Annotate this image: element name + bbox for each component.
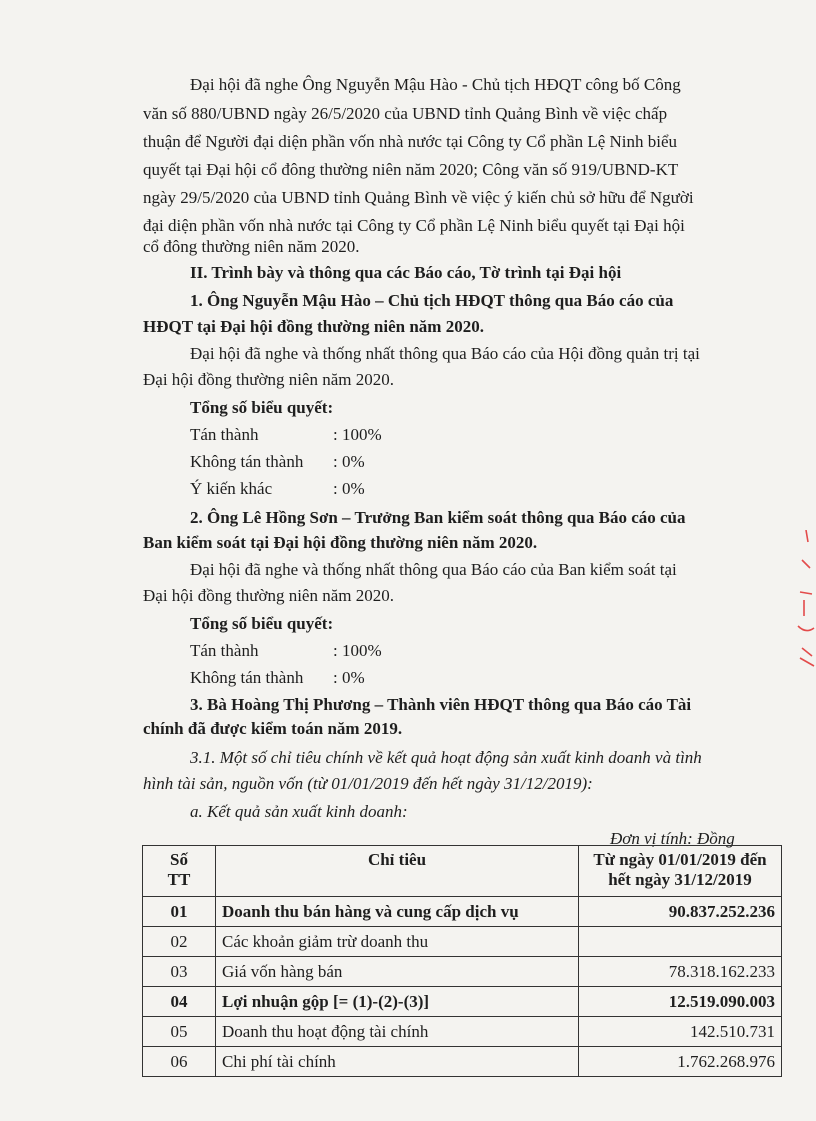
para1-line-3: thuận để Người đại diện phần vốn nhà nước tại Công ty Cổ phần Lệ Ninh biểu: [143, 132, 678, 151]
subsection-a: a. Kết quả sản xuất kinh doanh:: [190, 802, 408, 821]
row-value: 78.318.162.233: [579, 957, 782, 987]
item1-body-line-1: Đại hội đã nghe và thống nhất thông qua Báo cáo của Hội đồng quản trị tại: [190, 344, 700, 363]
row-item: Doanh thu bán hàng và cung cấp dịch vụ: [216, 897, 579, 927]
row-value: 90.837.252.236: [579, 897, 782, 927]
para1-line-6: đại diện phần vốn nhà nước tại Công ty Cổ phần Lệ Ninh biểu quyết tại Đại hội: [143, 216, 685, 235]
item2-vote-label: Tán thành: [190, 641, 259, 660]
para1-line-1: Đại hội đã nghe Ông Nguyễn Mậu Hào - Chủ tịch HĐQT công bố Công: [190, 75, 681, 94]
item1-vote-label: Không tán thành: [190, 452, 304, 471]
row-stt: 06: [143, 1047, 216, 1077]
header-period: Từ ngày 01/01/2019 đến hết ngày 31/12/2019: [579, 846, 782, 897]
item2-body-line-2: Đại hội đồng thường niên năm 2020.: [143, 586, 394, 605]
row-item: Giá vốn hàng bán: [216, 957, 579, 987]
item2-vote-label: Không tán thành: [190, 668, 304, 687]
section-heading: II. Trình bày và thông qua các Báo cáo, Tờ trình tại Đại hội: [190, 263, 622, 282]
row-item: Lợi nhuận gộp [= (1)-(2)-(3)]: [216, 987, 579, 1017]
item1-vote-value: : 0%: [333, 479, 365, 498]
para1-line-4: quyết tại Đại hội cổ đông thường niên năm 2020; Công văn số 919/UBND-KT: [143, 160, 679, 179]
subsection-3-1-line-2: hình tài sản, nguồn vốn (từ 01/01/2019 đến hết ngày 31/12/2019):: [143, 774, 593, 793]
row-value: 142.510.731: [579, 1017, 782, 1047]
row-stt: 04: [143, 987, 216, 1017]
item1-title-line-2: HĐQT tại Đại hội đồng thường niên năm 2020.: [143, 317, 484, 336]
table-unit: Đơn vị tính: Đồng: [610, 829, 735, 848]
item2-vote-value: : 0%: [333, 668, 365, 687]
row-item: Các khoản giảm trừ doanh thu: [216, 927, 579, 957]
subsection-3-1-line-1: 3.1. Một số chỉ tiêu chính về kết quả hoạt động sản xuất kinh doanh và tình: [190, 748, 702, 767]
item3-title-line-1: 3. Bà Hoàng Thị Phương – Thành viên HĐQT thông qua Báo cáo Tài: [190, 695, 692, 714]
row-value: 1.762.268.976: [579, 1047, 782, 1077]
header-stt: Số TT: [143, 846, 216, 897]
item1-vote-label: Ý kiến khác: [190, 479, 273, 498]
item1-vote-title: Tổng số biểu quyết:: [190, 398, 334, 417]
item1-title-line-1: 1. Ông Nguyễn Mậu Hào – Chủ tịch HĐQT thông qua Báo cáo của: [190, 291, 674, 310]
row-stt: 05: [143, 1017, 216, 1047]
table-row: [143, 897, 782, 927]
item2-title-line-1: 2. Ông Lê Hồng Sơn – Trưởng Ban kiểm soát thông qua Báo cáo của: [190, 508, 686, 527]
row-item: Doanh thu hoạt động tài chính: [216, 1017, 579, 1047]
para1-line-5: ngày 29/5/2020 của UBND tỉnh Quảng Bình về việc ý kiến chủ sở hữu để Người: [143, 188, 694, 207]
table-row: [143, 987, 782, 1017]
table-row: [143, 957, 782, 987]
item1-body-line-2: Đại hội đồng thường niên năm 2020.: [143, 370, 394, 389]
para1-line-7: cổ đông thường niên năm 2020.: [143, 237, 360, 256]
para1-line-2: văn số 880/UBND ngày 26/5/2020 của UBND tỉnh Quảng Bình về việc chấp: [143, 104, 668, 123]
item1-vote-value: : 0%: [333, 452, 365, 471]
row-stt: 03: [143, 957, 216, 987]
item2-body-line-1: Đại hội đã nghe và thống nhất thông qua Báo cáo của Ban kiểm soát tại: [190, 560, 677, 579]
item2-vote-title: Tổng số biểu quyết:: [190, 614, 334, 633]
item3-title-line-2: chính đã được kiểm toán năm 2019.: [143, 719, 403, 738]
table-header-row: [143, 846, 782, 897]
item2-title-line-2: Ban kiểm soát tại Đại hội đồng thường niên năm 2020.: [143, 533, 538, 552]
item1-vote-value: : 100%: [333, 425, 382, 444]
row-stt: 01: [143, 897, 216, 927]
item1-vote-label: Tán thành: [190, 425, 259, 444]
table-row: [143, 1017, 782, 1047]
stamp-marks-icon: [792, 530, 816, 670]
row-value: [579, 927, 782, 957]
header-item: Chỉ tiêu: [216, 846, 579, 897]
financial-results-table: [142, 845, 782, 1077]
item2-vote-value: : 100%: [333, 641, 382, 660]
table-row: [143, 1047, 782, 1077]
table-row: [143, 927, 782, 957]
red-stamp-fragment: [792, 530, 816, 670]
row-value: 12.519.090.003: [579, 987, 782, 1017]
row-stt: 02: [143, 927, 216, 957]
row-item: Chi phí tài chính: [216, 1047, 579, 1077]
